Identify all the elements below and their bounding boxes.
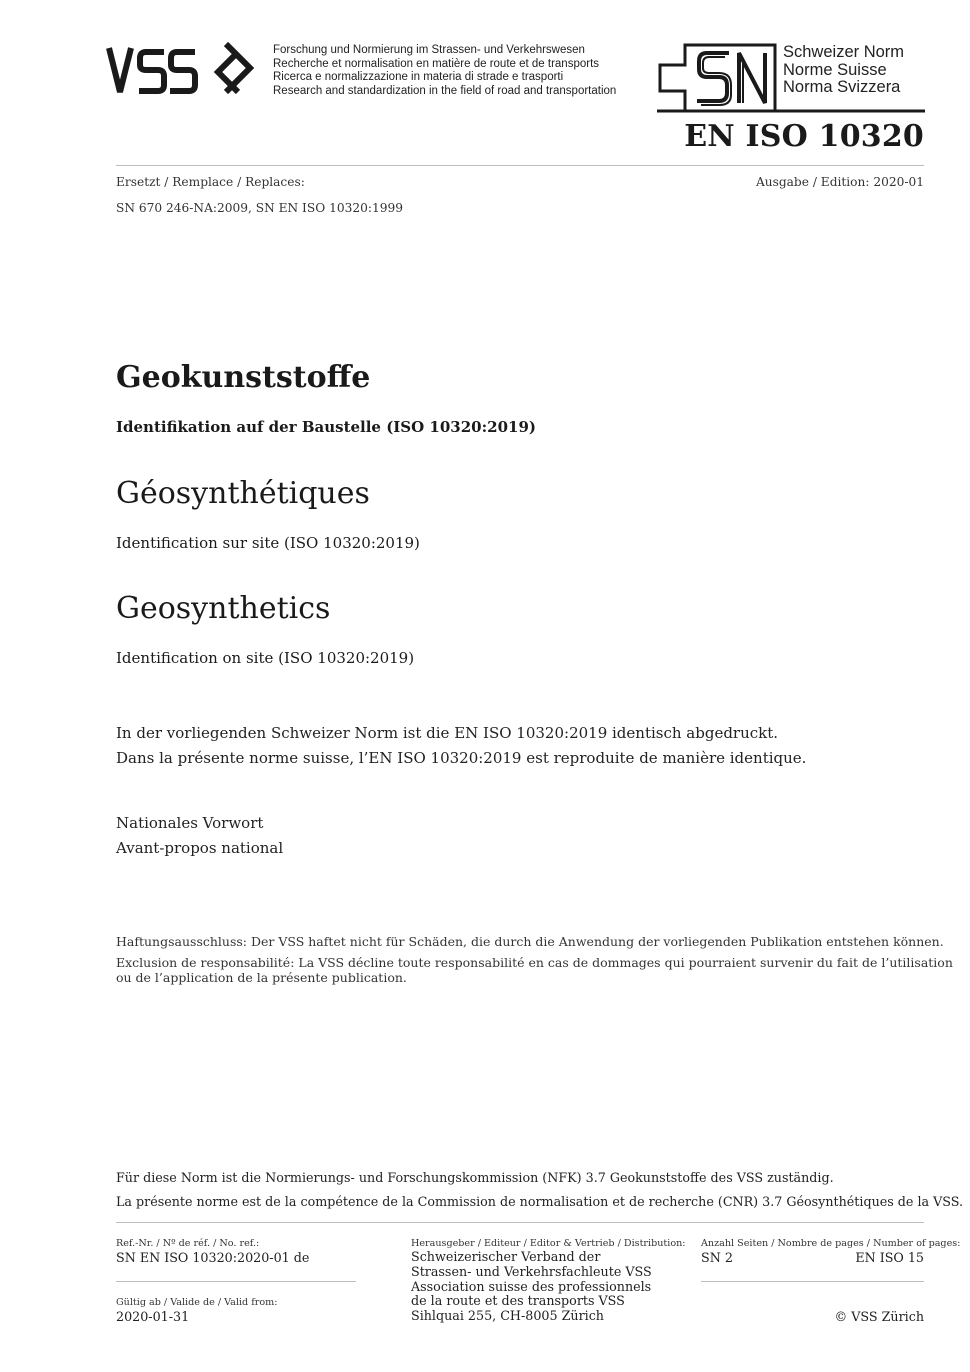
title-en: Geosynthetics — [116, 591, 331, 626]
foreword-fr: Avant-propos national — [116, 839, 284, 857]
sn-names — [783, 44, 904, 97]
publisher-address — [411, 1250, 652, 1324]
title-fr: Géosynthétiques — [116, 476, 370, 511]
subtitle-de: Identifikation auf der Baustelle (ISO 10320:2019) — [116, 418, 536, 436]
pages-divider — [701, 1281, 924, 1282]
publisher-line: de la route et des transports VSS — [411, 1293, 625, 1309]
norm-name-de: Schweizer Norm — [783, 43, 905, 61]
replaces-label: Ersetzt / Remplace / Replaces: — [116, 175, 305, 189]
disclaimer-fr-line1: Exclusion de responsabilité: La VSS décline toute responsabilité en cas de dommages qui pourraient survenir du fait de l’utilisation — [116, 955, 953, 970]
pages-sn: SN 2 — [701, 1250, 733, 1265]
tagline-line-de: Forschung und Normierung im Strassen- und Verkehrswesen — [273, 44, 585, 56]
valid-label: Gültig ab / Valide de / Valid from: — [116, 1297, 278, 1308]
publisher-label: Herausgeber / Editeur / Editor & Vertrieb / Distribution: — [411, 1238, 686, 1249]
publisher-line: Sihlquai 255, CH-8005 Zürich — [411, 1308, 604, 1324]
foreword-de: Nationales Vorwort — [116, 814, 264, 832]
publisher-line: Strassen- und Verkehrsfachleute VSS — [411, 1263, 652, 1279]
copyright: © VSS Zürich — [834, 1309, 924, 1324]
vss-logo — [106, 40, 266, 100]
norm-name-fr: Norme Suisse — [783, 60, 887, 79]
edition: Ausgabe / Edition: 2020-01 — [755, 175, 924, 189]
ref-label: Ref.-Nr. / Nº de réf. / No. ref.: — [116, 1238, 260, 1249]
competence-de: Für diese Norm ist die Normierungs- und Forschungskommission (NFK) 3.7 Geokunststoffe des VSS zuständig. — [116, 1170, 834, 1185]
competence-fr: La présente norme est de la compétence de la Commission de normalisation et de recherche (CNR) 3.7 Géosynthétiques de la VSS. — [116, 1194, 964, 1209]
tagline-line-it: Ricerca e normalizzazione in materia di strade e trasporti — [273, 71, 564, 84]
publisher-line: Association suisse des professionnels — [411, 1278, 652, 1294]
document-number: EN ISO 10320 — [684, 119, 924, 154]
subtitle-fr: Identification sur site (ISO 10320:2019) — [116, 534, 420, 552]
footer-divider — [116, 1222, 924, 1223]
title-de: Geokunststoffe — [116, 360, 371, 395]
ref-value: SN EN ISO 10320:2020-01 de — [116, 1250, 310, 1265]
subtitle-en: Identification on site (ISO 10320:2019) — [116, 649, 415, 667]
tagline-line-fr: Recherche et normalisation en matière de route et de transports — [273, 57, 600, 70]
disclaimer-fr-line2: ou de l’application de la présente publication. — [116, 970, 407, 985]
disclaimer-de: Haftungsausschluss: Der VSS haftet nicht für Schäden, die durch die Anwendung der vorliegenden Publikation entstehen können. — [116, 934, 944, 949]
ref-divider — [116, 1281, 356, 1282]
statement-de: In der vorliegenden Schweizer Norm ist die EN ISO 10320:2019 identisch abgedruckt. — [116, 724, 779, 742]
header-divider — [116, 165, 924, 166]
replaces-value: SN 670 246-NA:2009, SN EN ISO 10320:1999 — [116, 201, 403, 215]
statement-fr: Dans la présente norme suisse, l’EN ISO 10320:2019 est reproduite de manière identique. — [116, 749, 807, 767]
pages-label: Anzahl Seiten / Nombre de pages / Number of pages: — [701, 1238, 961, 1249]
publisher-line: Schweizerischer Verband der — [411, 1249, 601, 1264]
tagline-line-en: Research and standardization in the field of road and transportation — [273, 85, 617, 98]
pages-en: EN ISO 15 — [855, 1250, 924, 1265]
vss-tagline — [273, 44, 616, 99]
norm-name-it: Norma Svizzera — [783, 78, 901, 96]
valid-value: 2020-01-31 — [116, 1309, 190, 1324]
